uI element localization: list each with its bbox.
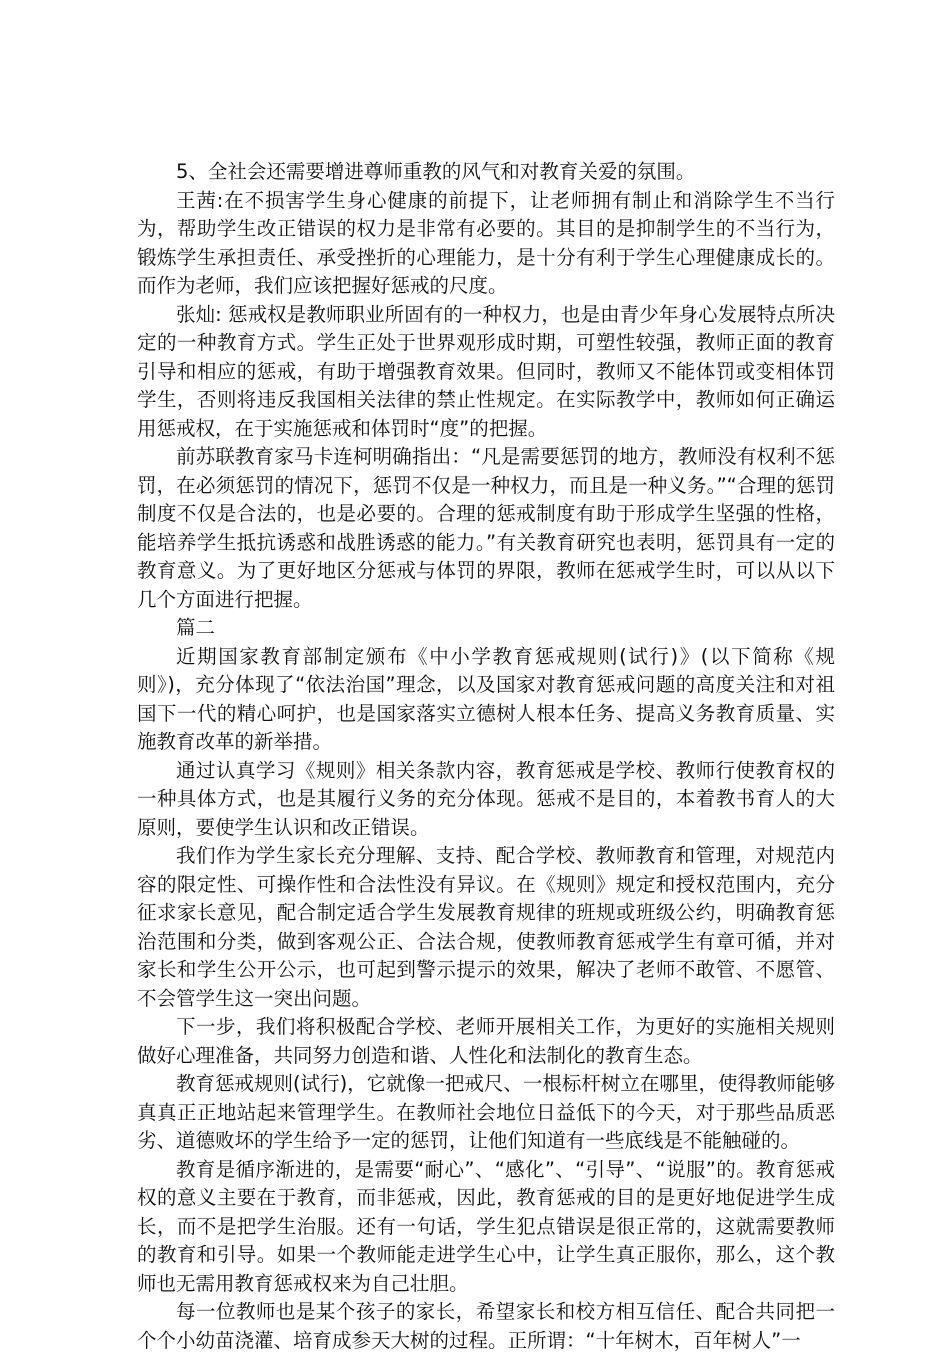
paragraph: 5、全社会还需要增进尊师重教的风气和对教育关爱的氛围。 <box>176 160 696 183</box>
paragraph: 下一步，我们将积极配合学校、老师开展相关工作，为更好的实施相关规则做好心理准备，共同努力创造和谐、人性化和法制化的教育生态。 <box>137 1015 835 1067</box>
paragraph: 教育惩戒规则(试行)，它就像一把戒尺、一根标杆树立在哪里，使得教师能够真真正正地站起来管理学生。在教师社会地位日益低下的今天，对于那些品质恶劣、道德败坏的学生给予一定的惩罚，让他们知道有一些底线是不能触碰的。 <box>137 1072 835 1152</box>
paragraph: 通过认真学习《规则》相关条款内容，教育惩戒是学校、教师行使教育权的一种具体方式，也是其履行义务的充分体现。惩戒不是目的，本着教书育人的大原则，要使学生认识和改正错误。 <box>137 758 835 839</box>
paragraph: 前苏联教育家马卡连柯明确指出：“凡是需要惩罚的地方，教师没有权利不惩罚，在必须惩罚的情况下，惩罚不仅是一种权力，而且是一种义务。”“合理的惩罚制度不仅是合法的，也是必要的。合理的惩戒制度有助于形成学生坚强的性格，能培养学生抵抗诱惑和战胜诱惑的能力。”有关教育研究也表明，惩罚具有一定的教育意义。为了更好地区分惩戒与体罚的界限，教师在惩戒学生时，可以从以下几个方面进行把握。 <box>137 445 835 611</box>
document-body <box>137 158 835 1355</box>
paragraph: 张灿: 惩戒权是教师职业所固有的一种权力，也是由青少年身心发展特点所决定的一种教育方式。学生正处于世界观形成时期，可塑性较强，教师正面的教育引导和相应的惩戒，有助于增强教育效果。但同时，教师又不能体罚或变相体罚学生，否则将违反我国相关法律的禁止性规定。在实际教学中，教师如何正确运用惩戒权，在于实施惩戒和体罚时“度”的把握。 <box>137 302 835 440</box>
paragraph: 教育是循序渐进的，是需要“耐心”、“感化”、“引导”、“说服”的。教育惩戒权的意义主要在于教育，而非惩戒，因此，教育惩戒的目的是更好地促进学生成长，而不是把学生治服。还有一句话，学生犯点错误是很正常的，这就需要教师的教育和引导。如果一个教师能走进学生心中，让学生真正服你，那么，这个教师也无需用教育惩戒权来为自己壮胆。 <box>137 1157 835 1295</box>
paragraph: 王茜:在不损害学生身心健康的前提下，让老师拥有制止和消除学生不当行为，帮助学生改正错误的权力是非常有必要的。其目的是抑制学生的不当行为，锻炼学生承担责任、承受挫折的心理能力，是十分有利于学生心理健康成长的。而作为老师，我们应该把握好惩戒的尺度。 <box>137 188 835 297</box>
paragraph: 每一位教师也是某个孩子的家长，希望家长和校方相互信任、配合共同把一个个小幼苗浇灌、培育成参天大树的过程。正所谓：“十年树木，百年树人”一 <box>137 1300 835 1352</box>
paragraph: 近期国家教育部制定颁布《中小学教育惩戒规则(试行)》(以下简称《规则》)，充分体现了“依法治国”理念，以及国家对教育惩戒问题的高度关注和对祖国下一代的精心呵护，也是国家落实立德树人根本任务、提高义务教育质量、实施教育改革的新举措。 <box>137 644 835 753</box>
paragraph: 我们作为学生家长充分理解、支持、配合学校、教师教育和管理，对规范内容的限定性、可操作性和合法性没有异议。在《规则》规定和授权范围内，充分征求家长意见，配合制定适合学生发展教育规律的班规或班级公约，明确教育惩治范围和分类，做到客观公正、合法合规，使教师教育惩戒学生有章可循，并对家长和学生公开公示，也可起到警示提示的效果，解决了老师不敢管、不愿管、不会管学生这一突出问题。 <box>137 844 835 1010</box>
section-heading: 篇二 <box>176 616 216 639</box>
